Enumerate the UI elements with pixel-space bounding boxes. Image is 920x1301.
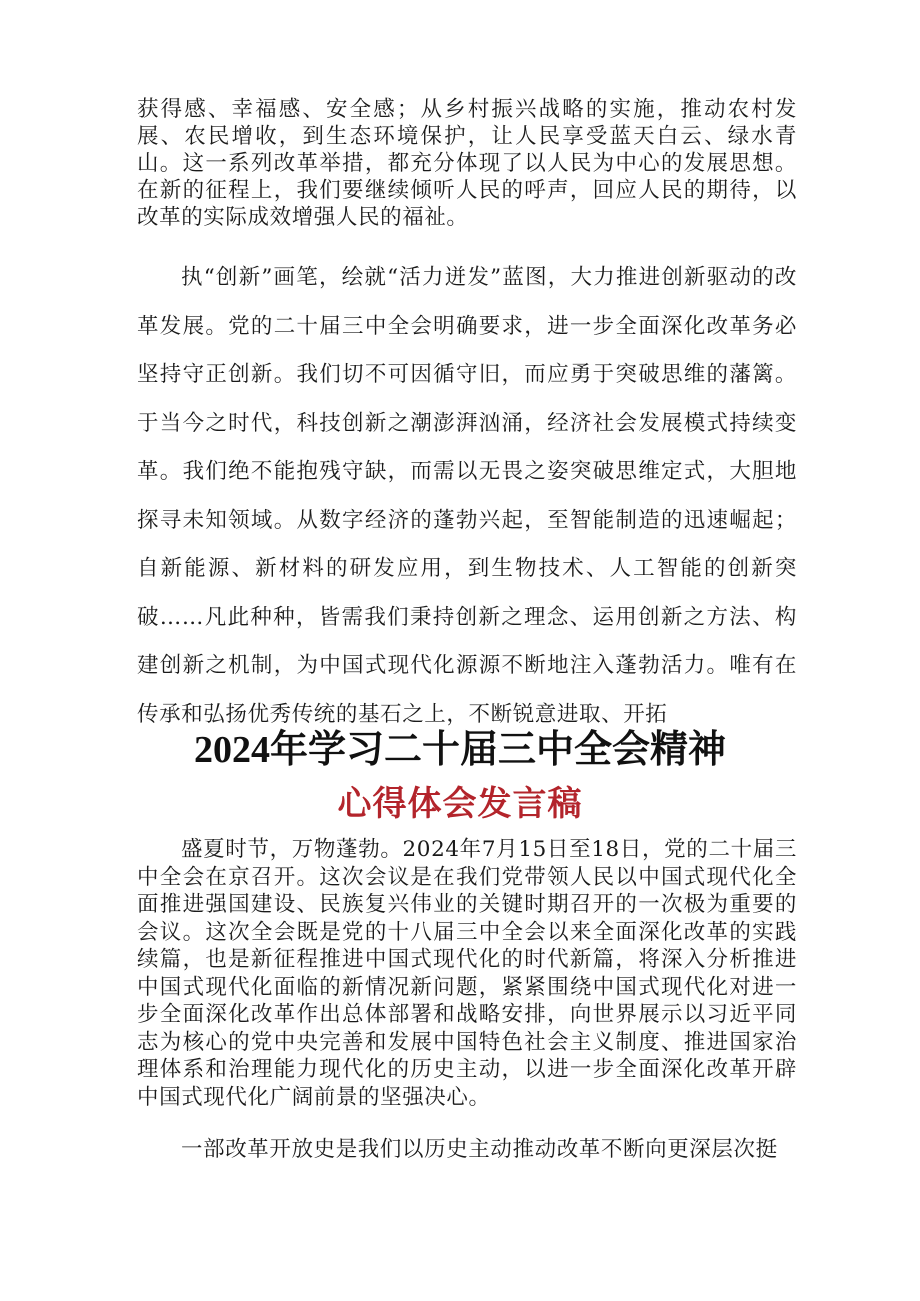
paragraph-reform-history: 一部改革开放史是我们以历史主动推动改革不断向更深层次挺 <box>181 1137 778 1162</box>
paragraph-people-centered: 获得感、幸福感、安全感；从乡村振兴战略的实施，推动农村发展、农民增收，到生态环境保护，让人民享受蓝天白云、绿水青山。这一系列改革举措，都充分体现了以人民为中心的发展思想。在新的征程上，我们要继续倾听人民的呼声，回应人民的期待，以改革的实际成效增强人民的福祉。 <box>137 97 797 230</box>
paragraph-innovation: 执“创新”画笔，绘就“活力迸发”蓝图，大力推进创新驱动的改革发展。党的二十届三中全会明确要求，进一步全面深化改革务必坚持守正创新。我们切不可因循守旧，而应勇于突破思维的藩篱。于当今之时代，科技创新之潮澎湃汹涌，经济社会发展模式持续变革。我们绝不能抱残守缺，而需以无畏之姿突破思维定式，大胆地探寻未知领域。从数字经济的蓬勃兴起，至智能制造的迅速崛起；自新能源、新材料的研发应用，到生物技术、人工智能的创新突破……凡此种种，皆需我们秉持创新之理念、运用创新之方法、构建创新之机制，为中国式现代化源源不断地注入蓬勃活力。唯有在传承和弘扬优秀传统的基石之上，不断锐意进取、开拓 <box>137 265 797 727</box>
paragraph-opening: 盛夏时节，万物蓬勃。2024年7月15日至18日，党的二十届三中全会在京召开。这次会议是在我们党带领人民以中国式现代化全面推进强国建设、民族复兴伟业的关键时期召开的一次极为重要的会议。这次全会既是党的十八届三中全会以来全面深化改革的实践续篇，也是新征程推进中国式现代化的时代新篇，将深入分析推进中国式现代化面临的新情况新问题，紧紧围绕中国式现代化对进一步全面深化改革作出总体部署和战略安排，向世界展示以习近平同志为核心的党中央完善和发展中国特色社会主义制度、推进国家治理体系和治理能力现代化的历史主动，以进一步全面深化改革开辟中国式现代化广阔前景的坚强决心。 <box>137 837 797 1110</box>
document-title: 2024年学习二十届三中全会精神 <box>193 729 726 771</box>
document-subtitle: 心得体会发言稿 <box>337 784 583 824</box>
